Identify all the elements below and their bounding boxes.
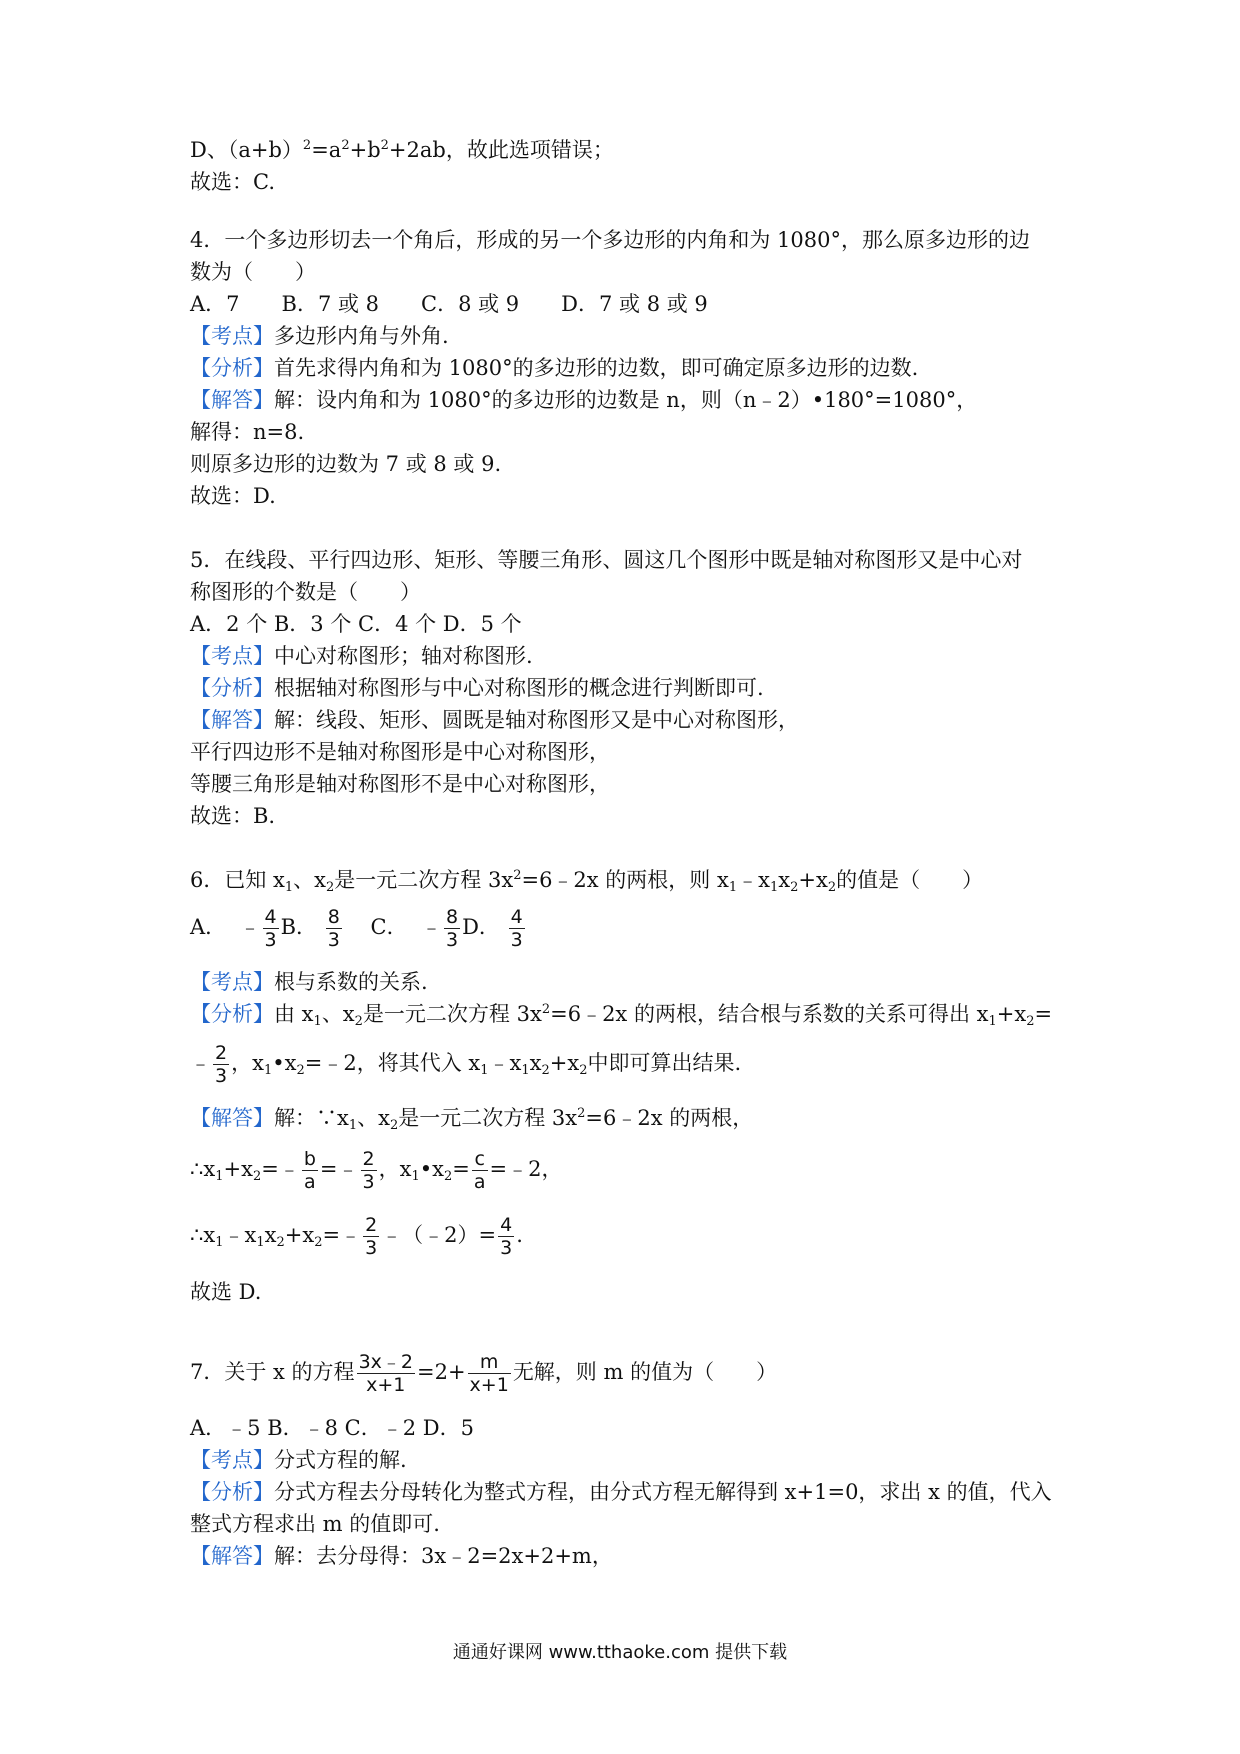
q6-fenxi: 【分析】由 $x_1$、$x_2$是一元二次方程 $3x^2=6﹣2x$ 的两根，结合根与系数的关系可得出 $x_1+x_2=$ (190, 1002, 1053, 1029)
q6-answer: 故选 D. (190, 1280, 262, 1304)
q6-fenxi-cont: ﹣ $\frac{2}{3}$ ，$x_1•x_2=﹣2$，将其代入 $x_1﹣x_1x_2+x_2$中即可算出结果. (190, 1042, 742, 1087)
fraction: $\frac{2}{3}$ (365, 1214, 378, 1259)
q7-stem: 7．关于 x 的方程 $\frac{3x﹣2}{x+1}$ =2+ $\frac{m}{x+1}$ 无解，则 m 的值为（ ） (190, 1351, 778, 1396)
fraction: $\frac{b}{a}$ (303, 1148, 316, 1193)
fraction: $\frac{4}{3}$ (500, 1214, 513, 1259)
q5-solution-line: 等腰三角形是轴对称图形不是中心对称图形， (190, 772, 610, 796)
q5-kaodian: 【考点】中心对称图形；轴对称图形. (190, 644, 533, 668)
q5-fenxi: 【分析】根据轴对称图形与中心对称图形的概念进行判断即可. (190, 676, 764, 700)
fraction: $\frac{2}{3}$ (362, 1148, 375, 1193)
fraction: $\frac{4}{3}$ (264, 906, 277, 951)
q5-solution-line: 平行四边形不是轴对称图形是中心对称图形， (190, 740, 610, 764)
q3-answer: 故选：C. (190, 170, 275, 194)
q4-stem-line1: 4．一个多边形切去一个角后，形成的另一个多边形的内角和为 1080°，那么原多边形的边 (190, 228, 1030, 252)
q7-jieda: 【解答】解：去分母得：3x﹣2=2x+2+m， (190, 1544, 613, 1568)
q6-solution-line: $\therefore x_1﹣x_1x_2+x_2=﹣$ $\frac{2}{3}$ ﹣（﹣2）= $\frac{4}{3}$ . (190, 1214, 523, 1259)
q6-kaodian: 【考点】根与系数的关系. (190, 970, 428, 994)
fraction: $\frac{8}{3}$ (445, 906, 459, 951)
fraction: $\frac{c}{a}$ (473, 1148, 486, 1193)
q4-solution-line: 则原多边形的边数为 7 或 8 或 9. (190, 452, 502, 476)
fraction: $\frac{2}{3}$ (215, 1042, 228, 1087)
q4-fenxi: 【分析】首先求得内角和为 1080°的多边形的边数，即可确定原多边形的边数. (190, 356, 919, 380)
q7-fenxi: 【分析】分式方程去分母转化为整式方程，由分式方程无解得到 x+1=0，求出 x 的值，代入 (190, 1480, 1052, 1504)
q6-stem: 6．已知 $x_1$、$x_2$是一元二次方程 $3x^2=6﹣2x$ 的两根，则 $x_1﹣x_1x_2+x_2$的值是（ ） (190, 868, 984, 895)
fraction: $\frac{m}{x+1}$ (469, 1351, 509, 1396)
q4-jieda: 【解答】解：设内角和为 1080°的多边形的边数是 n，则（n﹣2）•180°=1080°， (190, 388, 978, 412)
q5-options: A．2 个 B．3 个 C．4 个 D．5 个 (190, 612, 522, 636)
q4-kaodian: 【考点】多边形内角与外角. (190, 324, 449, 348)
q7-fenxi-cont: 整式方程求出 m 的值即可. (190, 1512, 440, 1536)
q4-stem-line2: 数为（ ） (190, 260, 316, 284)
q6-options: A． ﹣ $\frac{4}{3}$ B． $\frac{8}{3}$ C． ﹣ $\frac{8}{3}$ D． $\frac{4}{3}$ (190, 906, 523, 951)
q5-answer: 故选：B. (190, 804, 276, 828)
q6-jieda: 【解答】解：$\because x_1$、$x_2$是一元二次方程 $3x^2=6﹣2x$ 的两根， (190, 1106, 754, 1133)
q3-option-d: D、$(a+b)^2=a^2+b^2+2ab$，故此选项错误； (190, 138, 614, 162)
page-footer: 通通好课网 www.tthaoke.com 提供下载 (452, 1642, 788, 1663)
q7-options: A．﹣5 B．﹣8 C．﹣2 D．5 (190, 1416, 474, 1440)
q5-stem-line1: 5．在线段、平行四边形、矩形、等腰三角形、圆这几个图形中既是轴对称图形又是中心对 (190, 548, 1023, 572)
fraction: $\frac{4}{3}$ (510, 906, 523, 951)
q4-solution-line: 解得：n=8. (190, 420, 305, 444)
q4-options: A．7 B．7 或 8 C．8 或 9 D．7 或 8 或 9 (190, 292, 708, 316)
q4-answer: 故选：D. (190, 484, 276, 508)
q6-solution-line: $\therefore x_1+x_2=﹣$ $\frac{b}{a}$ =﹣ $\frac{2}{3}$ ，$x_1•x_2=$ $\frac{c}{a}$ =﹣2， (190, 1148, 563, 1193)
q7-kaodian: 【考点】分式方程的解. (190, 1448, 407, 1472)
q5-stem-line2: 称图形的个数是（ ） (190, 580, 421, 604)
fraction: $\frac{3x﹣2}{x+1}$ (358, 1351, 413, 1396)
fraction: $\frac{8}{3}$ (327, 906, 340, 951)
q5-jieda: 【解答】解：线段、矩形、圆既是轴对称图形又是中心对称图形， (190, 708, 799, 732)
